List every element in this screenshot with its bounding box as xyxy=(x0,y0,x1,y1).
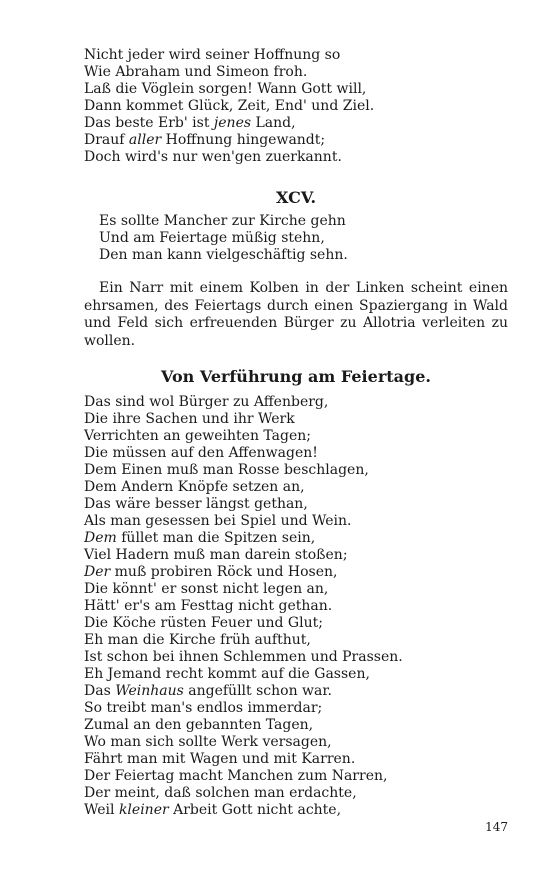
verse-line: Der meint, daß solchen man erdachte, xyxy=(84,785,357,801)
verse-line: Zumal an den gebannten Tagen, xyxy=(84,717,314,733)
emphasis: Der xyxy=(84,564,111,580)
text-run: Das xyxy=(84,683,116,699)
emphasis: kleiner xyxy=(118,802,169,818)
poem xyxy=(84,394,508,819)
text-run: muß probiren Röck und Hosen, xyxy=(110,564,338,580)
verse-line: Eh man die Kirche früh aufthut, xyxy=(84,632,311,648)
text-run: Drauf xyxy=(84,132,129,148)
verse-line: Die Köche rüsten Feuer und Glut; xyxy=(84,615,323,631)
verse-line: So treibt man's endlos immerdar; xyxy=(84,700,323,716)
verse-line: Der Feiertag macht Manchen zum Narren, xyxy=(84,768,388,784)
verse-line: Das sind wol Bürger zu Affenberg, xyxy=(84,394,329,410)
verse-line: Die müssen auf den Affenwagen! xyxy=(84,445,318,461)
verse-line: Verrichten an geweihten Tagen; xyxy=(84,428,311,444)
verse-line: Als man gesessen bei Spiel und Wein. xyxy=(84,513,352,529)
verse-line: Ist schon bei ihnen Schlemmen und Prassen. xyxy=(84,649,403,665)
emphasis: Weinhaus xyxy=(115,683,184,699)
verse-line xyxy=(84,802,508,819)
page-number: 147 xyxy=(485,820,508,834)
verse-line: Dem Andern Knöpfe setzen an, xyxy=(84,479,305,495)
verse-line: Wie Abraham und Simeon froh. xyxy=(84,64,308,80)
verse-line: Das wäre besser längst gethan, xyxy=(84,496,308,512)
verse-line: Wo man sich sollte Werk versagen, xyxy=(84,734,332,750)
chapter-number: XCV. xyxy=(275,188,317,207)
text-run: füllet man die Spitzen sein, xyxy=(116,530,316,546)
text-run: Weil xyxy=(84,802,119,818)
verse-line: Hätt' er's am Festtag nicht gethan. xyxy=(84,598,333,614)
stanza-top xyxy=(84,47,508,166)
verse-line xyxy=(84,683,508,700)
verse-line: Fährt man mit Wagen und mit Karren. xyxy=(84,751,356,767)
verse-line: Dem Einen muß man Rosse beschlagen, xyxy=(84,462,369,478)
verse-line xyxy=(84,530,508,547)
verse-line xyxy=(84,115,508,132)
illustration-description: Ein Narr mit einem Kolben in der Linken scheint einen ehrsamen, des Feiertags durch einen Spaziergang in Wald und Feld sich erfreuenden Bürger zu Allotria verleiten zu wollen. xyxy=(84,280,508,349)
emphasis: jenes xyxy=(213,115,252,131)
verse-line: Viel Hadern muß man darein stoßen; xyxy=(84,547,348,563)
verse-line: Dann kommet Glück, Zeit, End' und Ziel. xyxy=(84,98,375,114)
text-run: angefüllt schon war. xyxy=(183,683,332,699)
text-run: Land, xyxy=(251,115,296,131)
verse-line: Laß die Vöglein sorgen! Wann Gott will, xyxy=(84,81,367,97)
verse-line: Doch wird's nur wen'gen zuerkannt. xyxy=(84,149,342,165)
verse-line xyxy=(84,564,508,581)
verse-line xyxy=(84,132,508,149)
verse-line: Die könnt' er sonst nicht legen an, xyxy=(84,581,329,597)
book-page xyxy=(84,47,508,819)
text-run: Das beste Erb' ist xyxy=(84,115,214,131)
verse-line: Es sollte Mancher zur Kirche gehn xyxy=(99,213,346,229)
emphasis: Dem xyxy=(84,530,117,546)
verse-line: Und am Feiertage müßig stehn, xyxy=(99,230,325,246)
verse-line: Eh Jemand recht kommt auf die Gassen, xyxy=(84,666,370,682)
verse-line: Den man kann vielgeschäftig sehn. xyxy=(99,247,348,263)
text-run: Hoffnung hingewandt; xyxy=(161,132,326,148)
verse-line: Nicht jeder wird seiner Hoffnung so xyxy=(84,47,341,63)
motto-verse xyxy=(84,213,508,264)
verse-line: Die ihre Sachen und ihr Werk xyxy=(84,411,295,427)
text-run: Arbeit Gott nicht achte, xyxy=(168,802,342,818)
section-title: Von Verführung am Feiertage. xyxy=(161,367,431,386)
emphasis: aller xyxy=(128,132,162,148)
